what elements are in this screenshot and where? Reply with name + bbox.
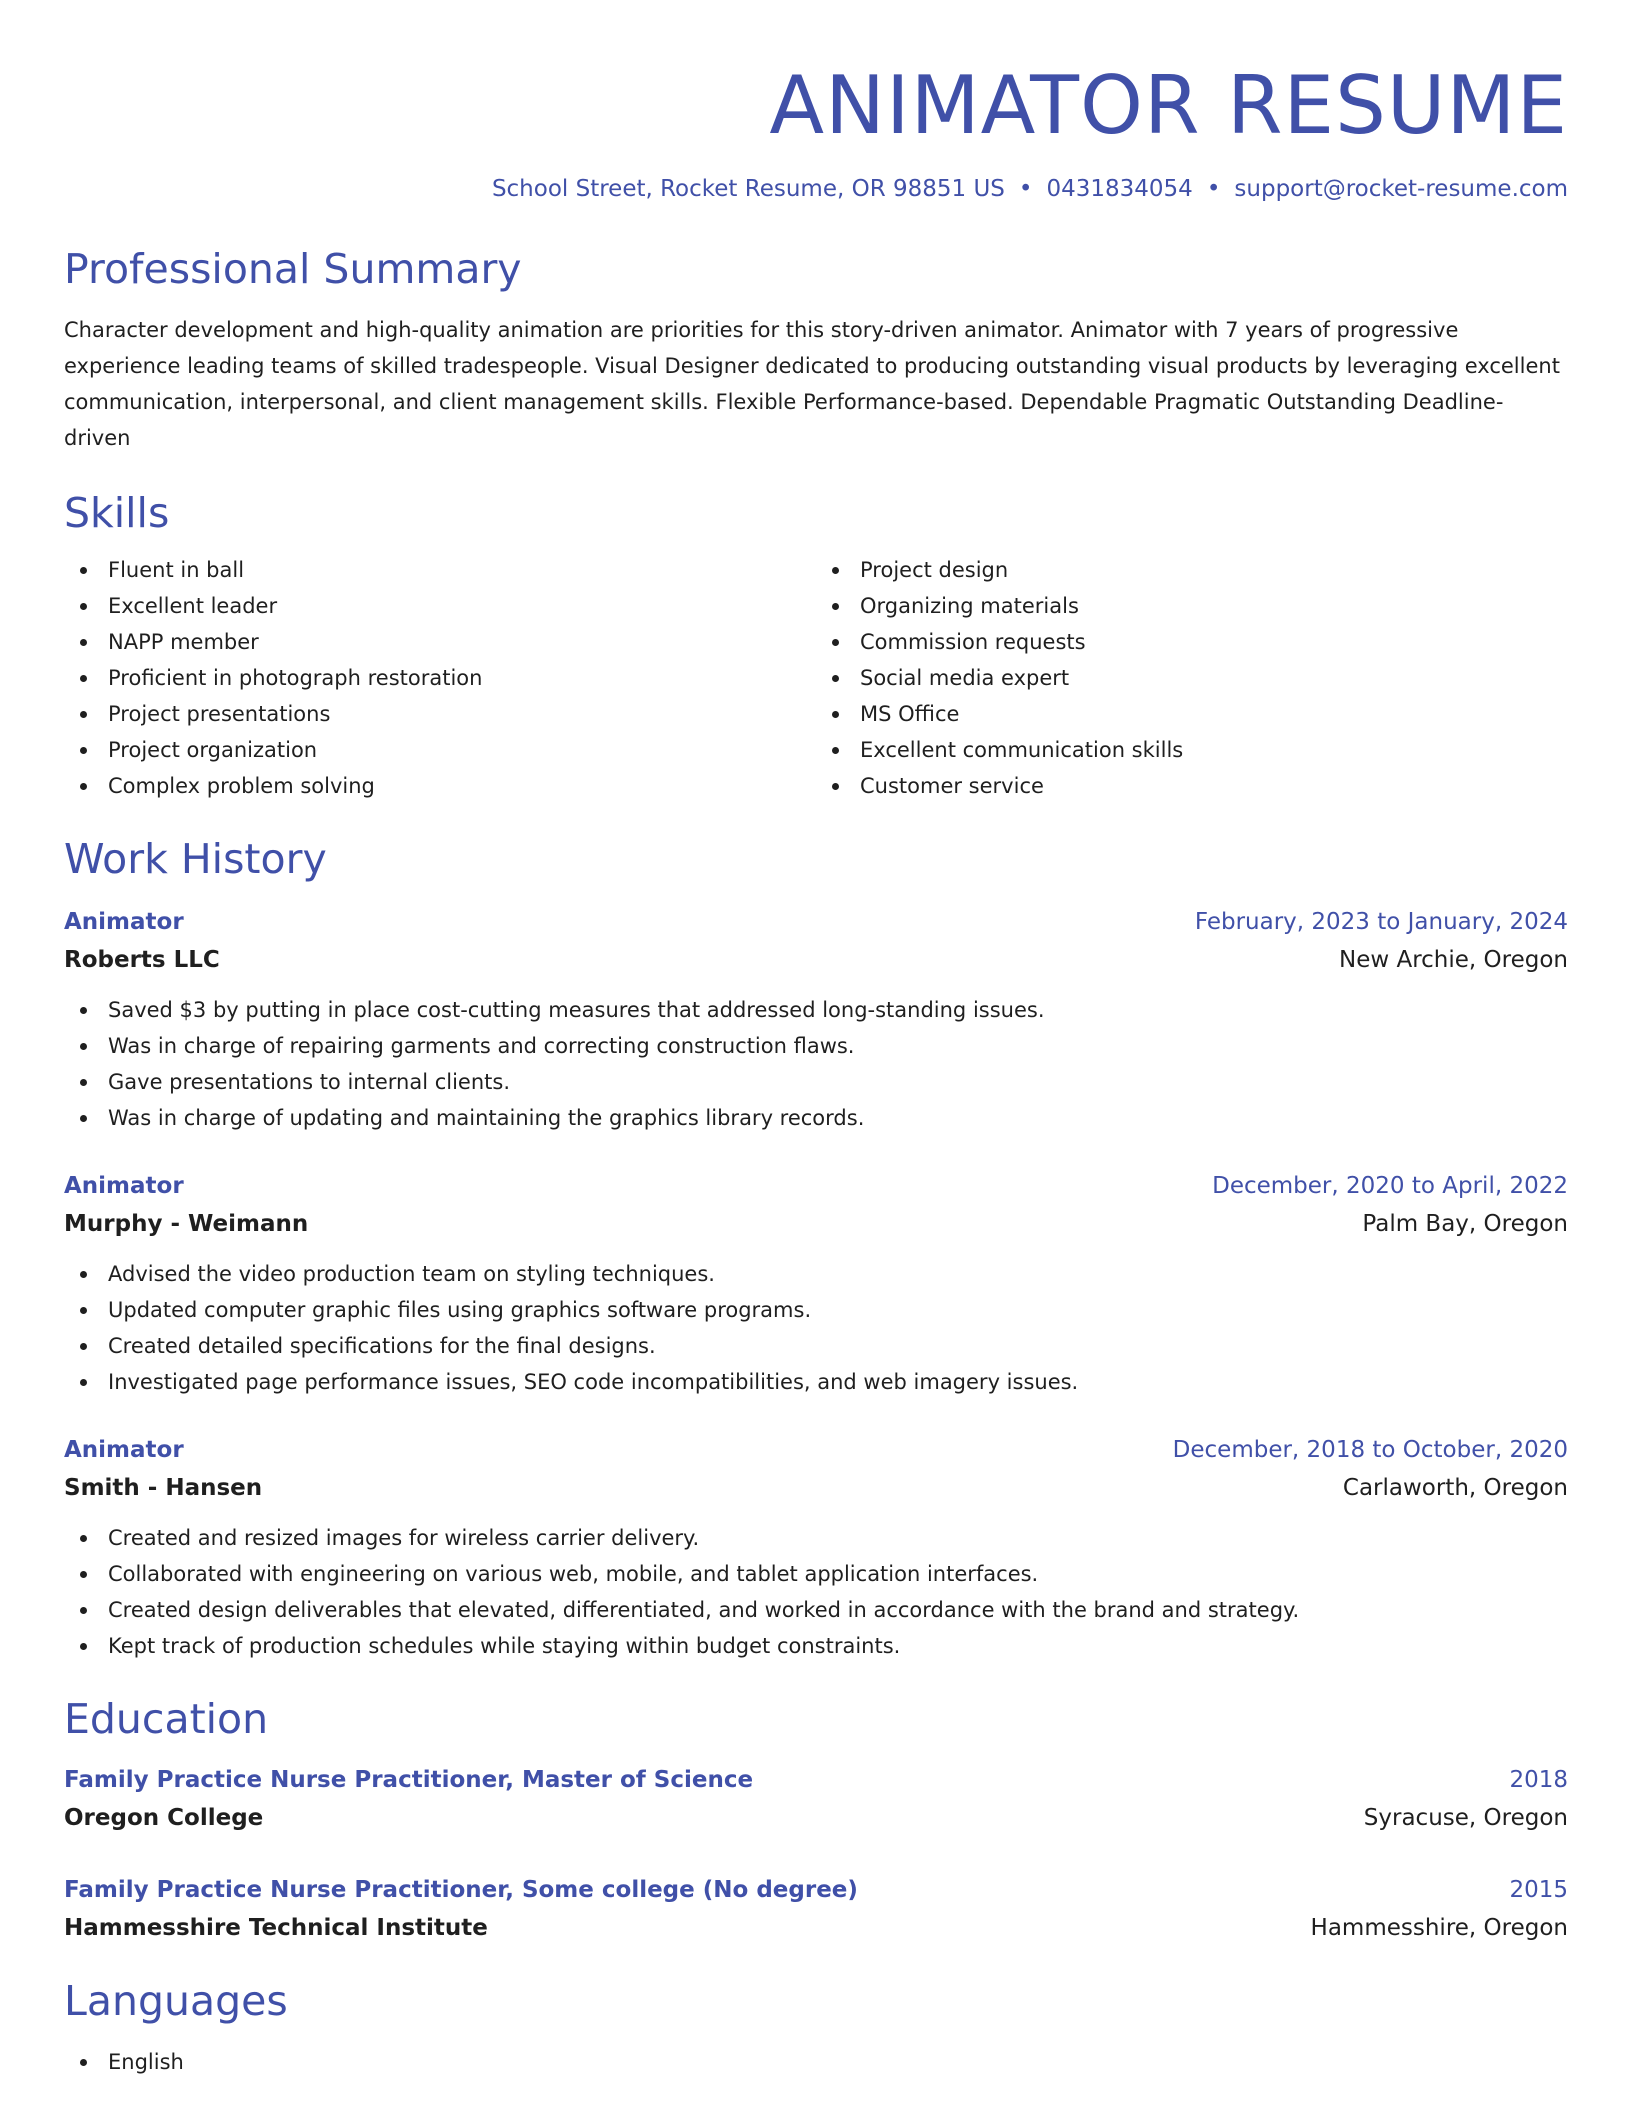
job-bullet: Created and resized images for wireless carrier delivery.: [64, 1520, 1568, 1556]
education-year: 2018: [1509, 1767, 1568, 1793]
education-entry: [64, 1872, 1568, 1948]
skill-item: Customer service: [816, 768, 1568, 804]
languages-heading: Languages: [64, 1977, 288, 2025]
job-title: Animator: [64, 1173, 184, 1199]
work-history-section: [64, 834, 1568, 1664]
work-history-heading: Work History: [64, 835, 327, 883]
job-bullet: Saved $3 by putting in place cost-cutting measures that addressed long-standing issues.: [64, 992, 1568, 1028]
job-bullet: Investigated page performance issues, SEO code incompatibilities, and web imagery issues.: [64, 1364, 1568, 1400]
job-entry: [64, 1432, 1568, 1664]
job-date: December, 2018 to October, 2020: [1172, 1437, 1568, 1463]
job-bullet: Created design deliverables that elevated, differentiated, and worked in accordance with the brand and strategy.: [64, 1592, 1568, 1628]
education-entry: [64, 1762, 1568, 1838]
skill-item: Fluent in ball: [64, 552, 816, 588]
job-bullet: Updated computer graphic files using graphics software programs.: [64, 1292, 1568, 1328]
contact-line: [64, 174, 1568, 204]
job-title: Animator: [64, 1437, 184, 1463]
education-degree: Family Practice Nurse Practitioner, Master of Science: [64, 1767, 754, 1793]
job-title: Animator: [64, 909, 184, 935]
language-item: English: [64, 2044, 1568, 2080]
summary-text: Character development and high-quality animation are priorities for this story-driven animator. Animator with 7 years of progressive experience leading teams of skilled tradespeople. Visual Designer dedicated to producing outstanding visual products by leveraging excellent communication, interpersonal, and client management skills. Flexible Performance-based. Dependable Pragmatic Outstanding Deadline-driven: [64, 318, 1560, 450]
education-location: Syracuse, Oregon: [1363, 1805, 1568, 1831]
education-school: Hammesshire Technical Institute: [64, 1915, 488, 1941]
job-entry: [64, 904, 1568, 1136]
skill-item: Proficient in photograph restoration: [64, 660, 816, 696]
job-location: Carlaworth, Oregon: [1342, 1475, 1568, 1501]
job-bullets: [64, 1256, 1568, 1400]
skills-list: [64, 552, 1568, 804]
languages-list: [64, 2044, 1568, 2080]
languages-section: [64, 1976, 1568, 2080]
skill-item: Project design: [816, 552, 1568, 588]
education-year: 2015: [1509, 1877, 1568, 1903]
education-location: Hammesshire, Oregon: [1310, 1915, 1568, 1941]
skills-right-column: [816, 552, 1568, 804]
skills-section: [64, 488, 1568, 804]
job-company: Roberts LLC: [64, 947, 220, 973]
summary-heading: Professional Summary: [64, 245, 522, 293]
skill-item: Excellent communication skills: [816, 732, 1568, 768]
education-heading: Education: [64, 1695, 269, 1743]
job-company: Murphy - Weimann: [64, 1211, 309, 1237]
skills-left-column: [64, 552, 816, 804]
job-bullets: [64, 992, 1568, 1136]
skill-item: Excellent leader: [64, 588, 816, 624]
job-bullet: Was in charge of updating and maintaining the graphics library records.: [64, 1100, 1568, 1136]
job-location: New Archie, Oregon: [1338, 947, 1568, 973]
contact-address: School Street, Rocket Resume, OR 98851 US: [491, 176, 1005, 202]
skill-item: MS Office: [816, 696, 1568, 732]
job-date: December, 2020 to April, 2022: [1212, 1173, 1568, 1199]
skill-item: Complex problem solving: [64, 768, 816, 804]
skill-item: Project presentations: [64, 696, 816, 732]
contact-separator: •: [1018, 176, 1033, 202]
job-entry: [64, 1168, 1568, 1400]
skill-item: Organizing materials: [816, 588, 1568, 624]
skill-item: Commission requests: [816, 624, 1568, 660]
job-date: February, 2023 to January, 2024: [1194, 909, 1568, 935]
job-bullet: Advised the video production team on styling techniques.: [64, 1256, 1568, 1292]
education-section: [64, 1694, 1568, 1948]
job-company: Smith - Hansen: [64, 1475, 263, 1501]
job-bullet: Collaborated with engineering on various web, mobile, and tablet application interfaces.: [64, 1556, 1568, 1592]
job-location: Palm Bay, Oregon: [1362, 1211, 1568, 1237]
job-bullet: Was in charge of repairing garments and correcting construction flaws.: [64, 1028, 1568, 1064]
job-bullets: [64, 1520, 1568, 1664]
summary-section: [64, 244, 1568, 456]
education-degree: Family Practice Nurse Practitioner, Some college (No degree): [64, 1877, 858, 1903]
contact-email[interactable]: support@rocket-resume.com: [1234, 176, 1568, 202]
skill-item: NAPP member: [64, 624, 816, 660]
contact-phone: 0431834054: [1046, 176, 1193, 202]
education-school: Oregon College: [64, 1805, 264, 1831]
skills-heading: Skills: [64, 489, 170, 537]
job-bullet: Gave presentations to internal clients.: [64, 1064, 1568, 1100]
job-bullet: Kept track of production schedules while staying within budget constraints.: [64, 1628, 1568, 1664]
resume-title: ANIMATOR RESUME: [769, 59, 1568, 152]
skill-item: Project organization: [64, 732, 816, 768]
skill-item: Social media expert: [816, 660, 1568, 696]
contact-separator: •: [1206, 176, 1221, 202]
job-bullet: Created detailed specifications for the final designs.: [64, 1328, 1568, 1364]
